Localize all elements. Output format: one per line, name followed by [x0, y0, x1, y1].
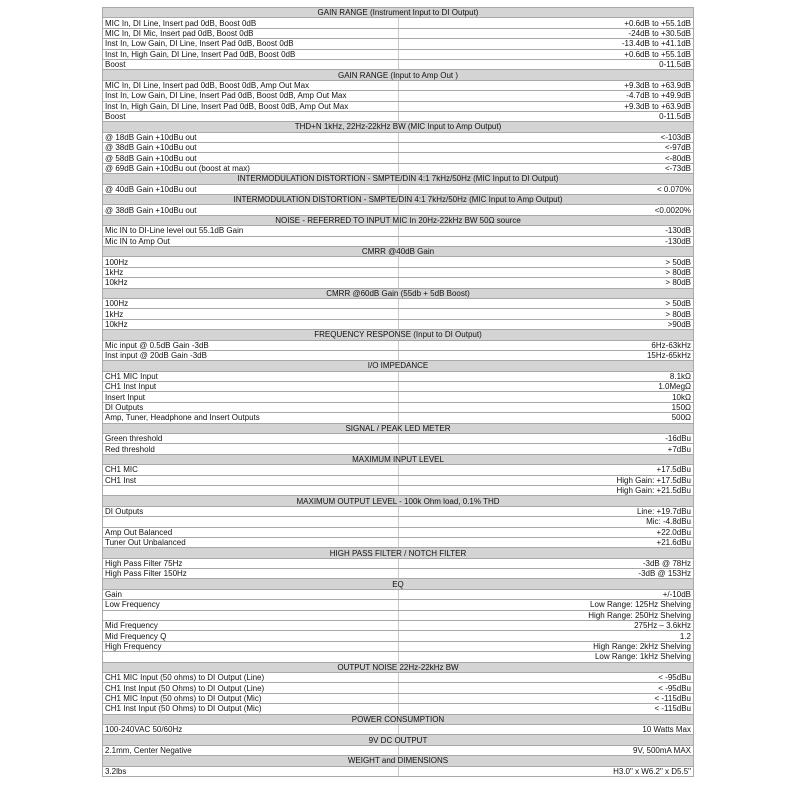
spec-row: [103, 340, 694, 350]
section-title: I/O IMPEDANCE: [103, 361, 694, 371]
spec-parameter: High Frequency: [103, 641, 399, 651]
section-title: INTERMODULATION DISTORTION - SMPTE/DIN 4:1 7kHz/50Hz (MIC Input to Amp Output): [103, 195, 694, 205]
spec-value: -130dB: [398, 226, 694, 236]
spec-value: > 80dB: [398, 309, 694, 319]
spec-parameter: Mid Frequency Q: [103, 631, 399, 641]
spec-value: 0-11.5dB: [398, 59, 694, 69]
spec-row: [103, 205, 694, 215]
spec-parameter: CH1 MIC: [103, 465, 399, 475]
spec-row: [103, 724, 694, 734]
spec-value: 9V, 500mA MAX: [398, 745, 694, 755]
spec-parameter: Inst In, Low Gain, DI Line, Insert Pad 0dB, Boost 0dB: [103, 39, 399, 49]
spec-row: [103, 641, 694, 651]
spec-value: > 50dB: [398, 257, 694, 267]
spec-value: 1.2: [398, 631, 694, 641]
section-title: MAXIMUM OUTPUT LEVEL - 100k Ohm load, 0.1% THD: [103, 496, 694, 506]
spec-value: +21.6dBu: [398, 537, 694, 547]
spec-parameter: DI Outputs: [103, 506, 399, 516]
spec-value: H3.0" x W6.2" x D5.5": [398, 766, 694, 776]
spec-value: <-103dB: [398, 132, 694, 142]
spec-parameter: Low Frequency: [103, 600, 399, 610]
spec-parameter: [103, 517, 399, 527]
spec-parameter: CH1 MIC Input (50 ohms) to DI Output (Line): [103, 673, 399, 683]
spec-parameter: CH1 Inst Input (50 Ohms) to DI Output (Line): [103, 683, 399, 693]
spec-value: 10kΩ: [398, 392, 694, 402]
spec-parameter: Amp, Tuner, Headphone and Insert Outputs: [103, 413, 399, 423]
section-title: GAIN RANGE (Input to Amp Out ): [103, 70, 694, 80]
section-header-row: [103, 579, 694, 589]
spec-parameter: Mic IN to Amp Out: [103, 236, 399, 246]
spec-row: [103, 693, 694, 703]
spec-row: [103, 506, 694, 516]
spec-row: [103, 257, 694, 267]
spec-row: [103, 745, 694, 755]
spec-value: +17.5dBu: [398, 465, 694, 475]
spec-parameter: CH1 Inst Input (50 Ohms) to DI Output (Mic): [103, 704, 399, 714]
spec-parameter: 1kHz: [103, 267, 399, 277]
spec-parameter: 2.1mm, Center Negative: [103, 745, 399, 755]
spec-parameter: CH1 MIC Input: [103, 371, 399, 381]
spec-value: High Gain: +21.5dBu: [398, 485, 694, 495]
section-header-row: [103, 330, 694, 340]
spec-value: Line: +19.7dBu: [398, 506, 694, 516]
section-header-row: [103, 548, 694, 558]
spec-parameter: Inst input @ 20dB Gain -3dB: [103, 350, 399, 360]
spec-value: +9.3dB to +63.9dB: [398, 80, 694, 90]
spec-row: [103, 465, 694, 475]
spec-parameter: Inst In, High Gain, DI Line, Insert Pad 0dB, Boost 0dB: [103, 49, 399, 59]
spec-parameter: 1kHz: [103, 309, 399, 319]
spec-parameter: Tuner Out Unbalanced: [103, 537, 399, 547]
spec-value: +0.6dB to +55.1dB: [398, 49, 694, 59]
spec-row: [103, 371, 694, 381]
spec-parameter: MIC In, DI Line, Insert pad 0dB, Boost 0dB, Amp Out Max: [103, 80, 399, 90]
section-title: 9V DC OUTPUT: [103, 735, 694, 745]
spec-value: -24dB to +30.5dB: [398, 28, 694, 38]
spec-parameter: 100Hz: [103, 257, 399, 267]
section-header-row: [103, 423, 694, 433]
spec-value: -130dB: [398, 236, 694, 246]
spec-row: [103, 704, 694, 714]
spec-parameter: @ 18dB Gain +10dBu out: [103, 132, 399, 142]
spec-value: -3dB @ 78Hz: [398, 558, 694, 568]
spec-value: Mic: -4.8dBu: [398, 517, 694, 527]
spec-row: [103, 683, 694, 693]
spec-row: [103, 28, 694, 38]
spec-row: [103, 309, 694, 319]
spec-value: 15Hz-65kHz: [398, 350, 694, 360]
spec-value: -16dBu: [398, 434, 694, 444]
spec-value: High Gain: +17.5dBu: [398, 475, 694, 485]
spec-value: > 50dB: [398, 298, 694, 308]
spec-parameter: MIC In, DI Line, Insert pad 0dB, Boost 0dB: [103, 18, 399, 28]
section-header-row: [103, 662, 694, 672]
spec-parameter: High Pass Filter 75Hz: [103, 558, 399, 568]
spec-row: [103, 163, 694, 173]
spec-row: [103, 673, 694, 683]
spec-row: [103, 600, 694, 610]
spec-value: +7dBu: [398, 444, 694, 454]
spec-row: [103, 434, 694, 444]
spec-parameter: CH1 MIC Input (50 ohms) to DI Output (Mic): [103, 693, 399, 703]
spec-row: [103, 59, 694, 69]
spec-parameter: Red threshold: [103, 444, 399, 454]
spec-value: 0-11.5dB: [398, 111, 694, 121]
spec-value: < -115dBu: [398, 693, 694, 703]
spec-row: [103, 236, 694, 246]
spec-parameter: Insert Input: [103, 392, 399, 402]
spec-row: [103, 267, 694, 277]
spec-parameter: 10kHz: [103, 319, 399, 329]
spec-row: [103, 153, 694, 163]
spec-value: <0.0020%: [398, 205, 694, 215]
spec-parameter: Mic input @ 0.5dB Gain -3dB: [103, 340, 399, 350]
spec-value: <-73dB: [398, 163, 694, 173]
spec-value: -4.7dB to +49.9dB: [398, 91, 694, 101]
spec-value: < -95dBu: [398, 673, 694, 683]
section-header-row: [103, 70, 694, 80]
spec-row: [103, 652, 694, 662]
section-header-row: [103, 756, 694, 766]
spec-row: [103, 475, 694, 485]
spec-row: [103, 91, 694, 101]
spec-table: [102, 7, 694, 777]
spec-parameter: High Pass Filter 150Hz: [103, 569, 399, 579]
section-header-row: [103, 288, 694, 298]
spec-row: [103, 49, 694, 59]
section-title: THD+N 1kHz, 22Hz-22kHz BW (MIC Input to Amp Output): [103, 122, 694, 132]
spec-parameter: Boost: [103, 111, 399, 121]
spec-parameter: Gain: [103, 589, 399, 599]
spec-row: [103, 413, 694, 423]
spec-parameter: [103, 485, 399, 495]
spec-value: > 80dB: [398, 267, 694, 277]
section-header-row: [103, 174, 694, 184]
section-header-row: [103, 8, 694, 18]
spec-row: [103, 610, 694, 620]
spec-parameter: Amp Out Balanced: [103, 527, 399, 537]
spec-value: Low Range: 1kHz Shelving: [398, 652, 694, 662]
section-title: WEIGHT and DIMENSIONS: [103, 756, 694, 766]
spec-parameter: 100Hz: [103, 298, 399, 308]
spec-parameter: Boost: [103, 59, 399, 69]
spec-row: [103, 278, 694, 288]
spec-row: [103, 589, 694, 599]
spec-value: < 0.070%: [398, 184, 694, 194]
spec-value: 6Hz-63kHz: [398, 340, 694, 350]
spec-parameter: [103, 652, 399, 662]
spec-parameter: @ 38dB Gain +10dBu out: [103, 143, 399, 153]
spec-value: 1.0MegΩ: [398, 382, 694, 392]
section-title: CMRR @40dB Gain: [103, 246, 694, 256]
spec-value: 150Ω: [398, 402, 694, 412]
spec-parameter: Inst In, Low Gain, DI Line, Insert Pad 0dB, Boost 0dB, Amp Out Max: [103, 91, 399, 101]
section-title: FREQUENCY RESPONSE (Input to DI Output): [103, 330, 694, 340]
spec-row: [103, 39, 694, 49]
spec-value: 8.1kΩ: [398, 371, 694, 381]
section-title: EQ: [103, 579, 694, 589]
spec-value: < -115dBu: [398, 704, 694, 714]
spec-row: [103, 143, 694, 153]
spec-parameter: DI Outputs: [103, 402, 399, 412]
spec-value: <-80dB: [398, 153, 694, 163]
spec-value: -3dB @ 153Hz: [398, 569, 694, 579]
spec-row: [103, 485, 694, 495]
section-header-row: [103, 714, 694, 724]
spec-parameter: 3.2lbs: [103, 766, 399, 776]
spec-parameter: CH1 Inst Input: [103, 382, 399, 392]
spec-parameter: @ 58dB Gain +10dBu out: [103, 153, 399, 163]
spec-value: 500Ω: [398, 413, 694, 423]
spec-row: [103, 132, 694, 142]
spec-value: +22.0dBu: [398, 527, 694, 537]
section-header-row: [103, 215, 694, 225]
spec-parameter: Mid Frequency: [103, 621, 399, 631]
spec-value: 10 Watts Max: [398, 724, 694, 734]
spec-value: Low Range: 125Hz Shelving: [398, 600, 694, 610]
section-title: MAXIMUM INPUT LEVEL: [103, 454, 694, 464]
section-title: HIGH PASS FILTER / NOTCH FILTER: [103, 548, 694, 558]
spec-row: [103, 80, 694, 90]
section-header-row: [103, 454, 694, 464]
spec-row: [103, 298, 694, 308]
section-header-row: [103, 122, 694, 132]
spec-parameter: 10kHz: [103, 278, 399, 288]
spec-row: [103, 621, 694, 631]
spec-value: +9.3dB to +63.9dB: [398, 101, 694, 111]
spec-parameter: [103, 610, 399, 620]
spec-parameter: CH1 Inst: [103, 475, 399, 485]
section-title: SIGNAL / PEAK LED METER: [103, 423, 694, 433]
spec-row: [103, 558, 694, 568]
spec-row: [103, 569, 694, 579]
spec-parameter: @ 69dB Gain +10dBu out (boost at max): [103, 163, 399, 173]
spec-parameter: @ 38dB Gain +10dBu out: [103, 205, 399, 215]
spec-row: [103, 319, 694, 329]
section-title: POWER CONSUMPTION: [103, 714, 694, 724]
spec-row: [103, 382, 694, 392]
spec-row: [103, 517, 694, 527]
spec-parameter: @ 40dB Gain +10dBu out: [103, 184, 399, 194]
spec-row: [103, 766, 694, 776]
spec-value: <-97dB: [398, 143, 694, 153]
spec-value: > 80dB: [398, 278, 694, 288]
spec-parameter: 100-240VAC 50/60Hz: [103, 724, 399, 734]
spec-row: [103, 444, 694, 454]
spec-value: -13.4dB to +41.1dB: [398, 39, 694, 49]
section-title: NOISE - REFERRED TO INPUT MIC In 20Hz-22kHz BW 50Ω source: [103, 215, 694, 225]
spec-row: [103, 226, 694, 236]
section-title: GAIN RANGE (Instrument Input to DI Output): [103, 8, 694, 18]
spec-parameter: Inst In, High Gain, DI Line, Insert Pad 0dB, Boost 0dB, Amp Out Max: [103, 101, 399, 111]
spec-row: [103, 537, 694, 547]
spec-value: >90dB: [398, 319, 694, 329]
section-title: CMRR @60dB Gain (55db + 5dB Boost): [103, 288, 694, 298]
section-title: OUTPUT NOISE 22Hz-22kHz BW: [103, 662, 694, 672]
spec-value: High Range: 2kHz Shelving: [398, 641, 694, 651]
spec-parameter: MIC In, DI Mic, Insert pad 0dB, Boost 0dB: [103, 28, 399, 38]
spec-row: [103, 101, 694, 111]
spec-value: < -95dBu: [398, 683, 694, 693]
section-header-row: [103, 361, 694, 371]
spec-value: 275Hz – 3.6kHz: [398, 621, 694, 631]
section-header-row: [103, 496, 694, 506]
section-title: INTERMODULATION DISTORTION - SMPTE/DIN 4:1 7kHz/50Hz (MIC Input to DI Output): [103, 174, 694, 184]
section-header-row: [103, 735, 694, 745]
spec-row: [103, 631, 694, 641]
spec-value: High Range: 250Hz Shelving: [398, 610, 694, 620]
spec-parameter: Green threshold: [103, 434, 399, 444]
spec-row: [103, 350, 694, 360]
spec-row: [103, 184, 694, 194]
section-header-row: [103, 246, 694, 256]
spec-row: [103, 18, 694, 28]
section-header-row: [103, 195, 694, 205]
spec-parameter: Mic IN to DI-Line level out 55.1dB Gain: [103, 226, 399, 236]
spec-row: [103, 402, 694, 412]
spec-value: +/-10dB: [398, 589, 694, 599]
spec-row: [103, 527, 694, 537]
spec-table-body: [103, 8, 694, 777]
spec-row: [103, 392, 694, 402]
spec-row: [103, 111, 694, 121]
spec-value: +0.6dB to +55.1dB: [398, 18, 694, 28]
